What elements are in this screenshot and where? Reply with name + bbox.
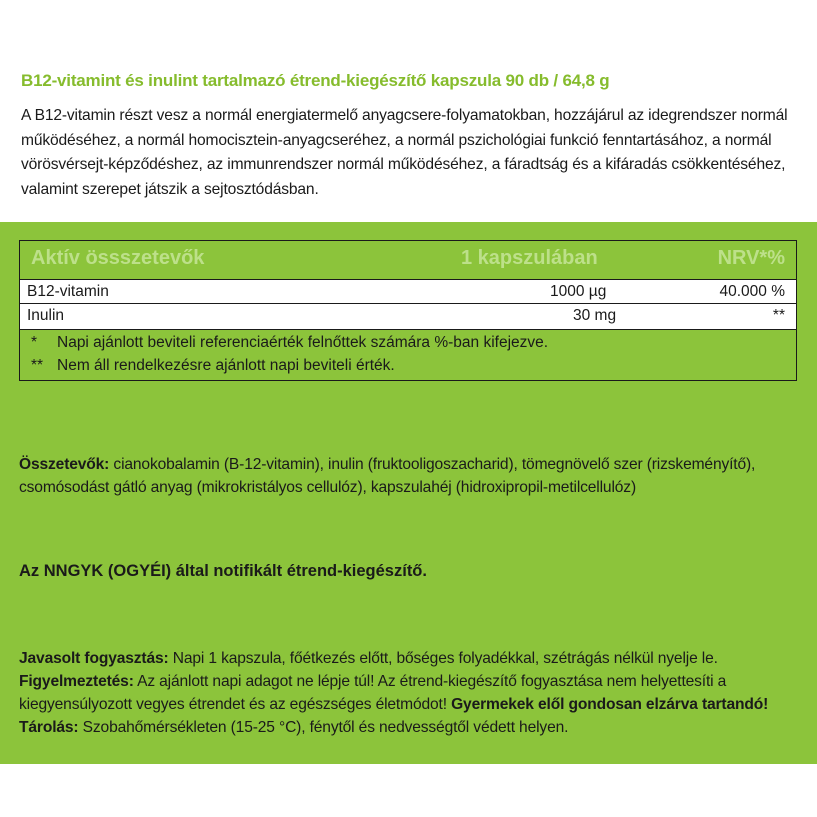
row-ingredient-nrv: ** bbox=[772, 307, 785, 324]
storage-label: Tárolás: bbox=[19, 719, 79, 736]
warning-text: Az ajánlott napi adagot ne lépje túl! Az étrend-kiegészítő fogyasztása nem helyettesíti a kiegyensúlyozott vegyes étrendet és az egészséges életmódot! bbox=[19, 673, 727, 713]
notification-statement: Az NNGYK (OGYÉI) által notifikált étrend-kiegészítő. bbox=[19, 562, 427, 580]
product-title: B12-vitamint és inulint tartalmazó étrend-kiegészítő kapszula 90 db / 64,8 g bbox=[21, 71, 610, 90]
warning-label: Figyelmeztetés: bbox=[19, 673, 134, 690]
top-section bbox=[0, 0, 817, 222]
storage-text: Szobahőmérsékleten (15-25 °C), fénytől és nedvességtől védett helyen. bbox=[78, 719, 569, 736]
header-per-capsule: 1 kapszulában bbox=[461, 247, 598, 269]
ingredients-label: Összetevők: bbox=[19, 456, 110, 473]
product-description: A B12-vitamin részt vesz a normál energiatermelő anyagcsere-folyamatokban, hozzájárul az idegrendszer normál működéséhez, a normál homocisztein-anyagcseréhez, a normál pszichológiai funkció fenntartásához, a normál vörösvérsejt-képződéshez, az immunrendszer normál működéséhez, a fáradtság és a kifáradás csökkentéséhez, valamint szerepet játszik a sejtosztódásban. bbox=[21, 107, 788, 198]
nutrition-table bbox=[19, 240, 797, 381]
footnote bbox=[31, 357, 395, 375]
footnote-text: Nem áll rendelkezésre ajánlott napi beviteli érték. bbox=[57, 357, 395, 374]
row-ingredient-name: Inulin bbox=[27, 307, 65, 324]
warning-line bbox=[19, 670, 804, 716]
footnote-text: Napi ajánlott beviteli referenciaérték felnőttek számára %-ban kifejezve. bbox=[57, 334, 549, 351]
storage-line bbox=[19, 716, 804, 739]
dosage-text: Napi 1 kapszula, főétkezés előtt, bőséges folyadékkal, szétrágás nélkül nyelje le. bbox=[168, 650, 718, 667]
usage-paragraph bbox=[19, 647, 804, 739]
warning-children: Gyermekek elől gondosan elzárva tartandó! bbox=[451, 696, 769, 713]
footnote-mark: ** bbox=[31, 357, 44, 374]
row-ingredient-name: B12-vitamin bbox=[27, 283, 109, 300]
header-nrv: NRV*% bbox=[717, 247, 785, 269]
ingredients-text: cianokobalamin (B-12-vitamin), inulin (fruktooligoszacharid), tömegnövelő szer (rizskeményítő), csomósodást gátló anyag (mikrokristályos cellulóz), kapszulahéj (hidroxipropil-metilcellulóz) bbox=[19, 456, 756, 496]
ingredients-paragraph bbox=[19, 453, 804, 499]
table-row bbox=[20, 279, 796, 306]
dosage-label: Javasolt fogyasztás: bbox=[19, 650, 169, 667]
footnote bbox=[31, 334, 548, 352]
table-row bbox=[20, 303, 796, 330]
header-active-ingredients: Aktív össszetevők bbox=[31, 247, 205, 269]
nutrition-table-header bbox=[20, 241, 796, 279]
dosage-line bbox=[19, 647, 804, 670]
footnote-mark: * bbox=[31, 334, 38, 351]
bottom-strip bbox=[0, 764, 817, 817]
row-ingredient-nrv: 40.000 % bbox=[719, 283, 785, 300]
row-ingredient-amount: 30 mg bbox=[573, 307, 617, 324]
row-ingredient-amount: 1000 µg bbox=[550, 283, 607, 300]
